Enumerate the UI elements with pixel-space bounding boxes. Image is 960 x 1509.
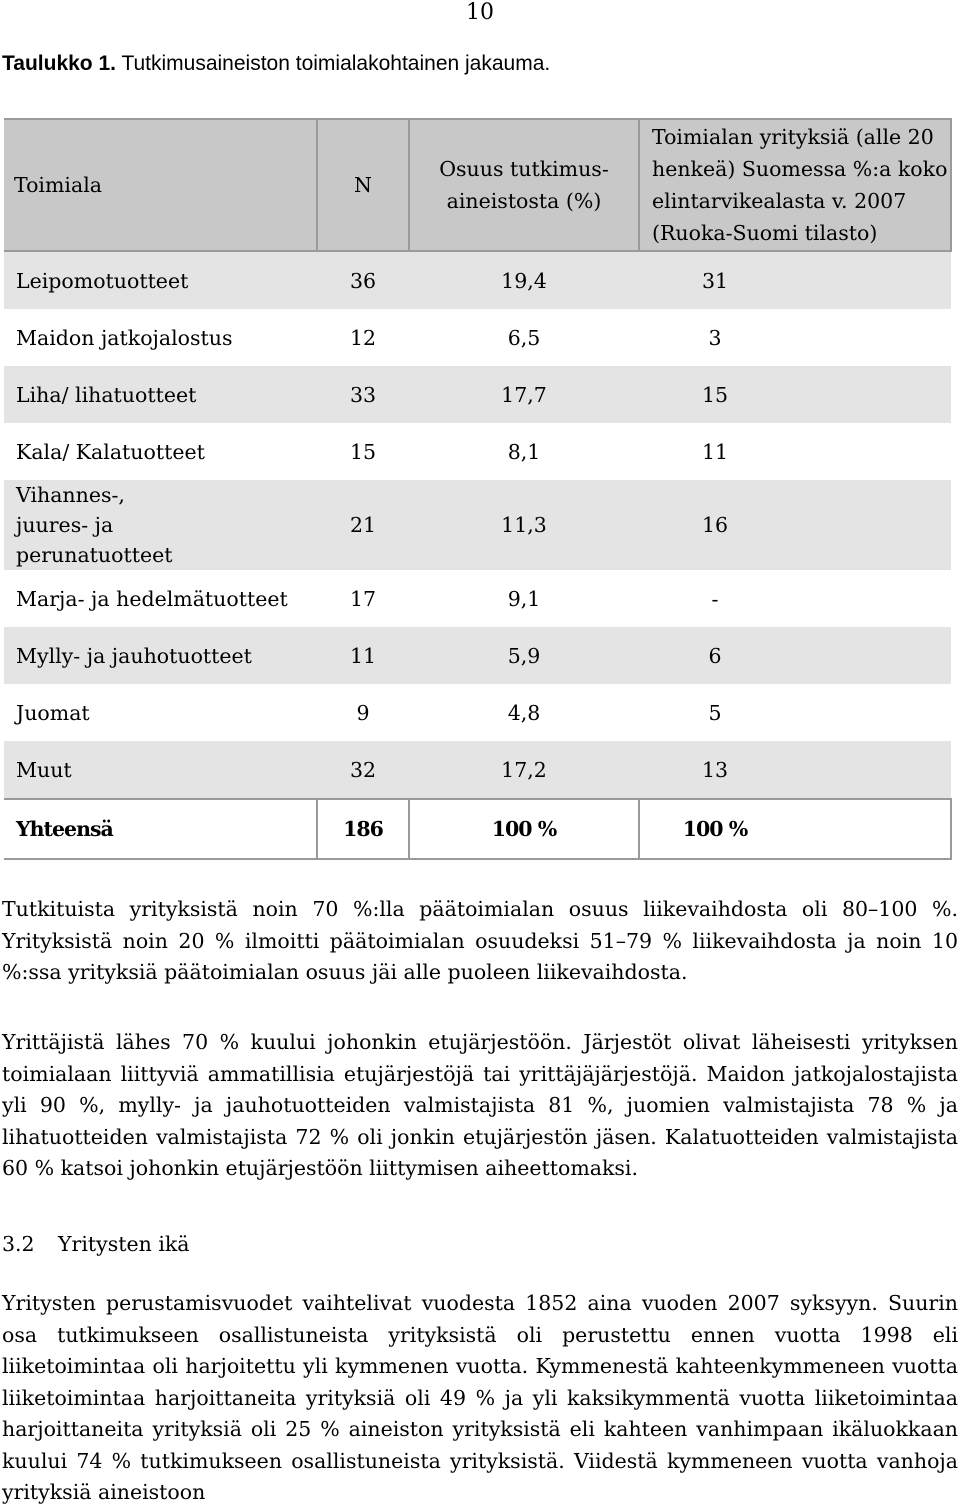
cell-suomi: 31 [639,251,951,309]
cell-n: 17 [317,570,409,627]
cell-toimiala: Muut [4,741,317,799]
caption-text: Tutkimusaineiston toimialakohtainen jakauma. [115,52,551,75]
table-row [4,423,951,480]
cell-osuus: 4,8 [409,684,639,741]
header-n: N [317,119,409,251]
section-title: Yritysten ikä [58,1232,190,1256]
industry-table [4,118,952,860]
table-row [4,366,951,423]
table-header-row [4,119,951,251]
table-row [4,480,951,570]
cell-n: 11 [317,627,409,684]
table-row [4,741,951,799]
cell-n: 15 [317,423,409,480]
page-number: 10 [466,0,494,25]
cell-osuus: 8,1 [409,423,639,480]
header-osuus: Osuus tutkimus-aineistosta (%) [409,119,639,251]
cell-osuus: 6,5 [409,309,639,366]
cell-osuus: 11,3 [409,480,639,570]
cell-toimiala: Yhteensä [4,799,317,859]
cell-osuus: 19,4 [409,251,639,309]
header-suomi: Toimialan yrityksiä (alle 20 henkeä) Suomessa %:a koko elintarvikealasta v. 2007 (Ruoka-Suomi tilasto) [639,119,951,251]
table-row [4,684,951,741]
caption-label: Taulukko 1. [2,52,116,75]
section-heading [2,1232,190,1256]
cell-suomi: 5 [639,684,951,741]
cell-suomi: 100 % [639,799,951,859]
table-caption [2,52,550,76]
paragraph: Tutkituista yrityksistä noin 70 %:lla päätoimialan osuus liikevaihdosta oli 80–100 %. Yrityksistä noin 20 % ilmoitti päätoimialan osuudeksi 51–79 % liikevaihdosta ja noin 10 %:ssa yrityksiä päätoimialan osuus jäi alle puoleen liikevaihdosta. [2,897,958,984]
cell-suomi: 3 [639,309,951,366]
header-toimiala: Toimiala [4,119,317,251]
cell-n: 9 [317,684,409,741]
cell-n: 21 [317,480,409,570]
cell-n: 33 [317,366,409,423]
table-row [4,570,951,627]
paragraph: Yrittäjistä lähes 70 % kuului johonkin etujärjestöön. Järjestöt olivat läheisesti yrityksen toimialaan liittyviä ammatillisia etujärjestöjä tai yrittäjäjärjestöjä. Maidon jatkojalostajista yli 90 %, mylly- ja jauhotuotteiden valmistajista 81 %, juomien valmistajista 78 % ja lihatuotteiden valmistajista 72 % oli jonkin etujärjestön jäsen. Kalatuotteiden valmistajista 60 % katsoi johonkin etujärjestöön liittymisen aiheettomaksi. [2,1030,958,1180]
section-number: 3.2 [2,1232,35,1256]
cell-n: 186 [317,799,409,859]
table-row [4,251,951,309]
cell-n: 36 [317,251,409,309]
cell-suomi: 6 [639,627,951,684]
table-row [4,627,951,684]
cell-toimiala: Leipomotuotteet [4,251,317,309]
cell-n: 32 [317,741,409,799]
cell-suomi: 15 [639,366,951,423]
cell-n: 12 [317,309,409,366]
paragraph: Yritysten perustamisvuodet vaihtelivat vuodesta 1852 aina vuoden 2007 syksyyn. Suurin osa tutkimukseen osallistuneista yrityksistä oli perustettu ennen vuotta 1998 eli liiketoimintaa oli harjoitettu yli kymmenen vuotta. Kymmenestä kahteenkymmeneen vuotta liiketoimintaa harjoittaneita yrityksiä oli 49 % ja yli kaksikymmentä vuotta liiketoimintaa harjoittaneita yrityksiä oli 25 % aineiston yrityksistä eli kahteen vanhimpaan ikäluokkaan kuului 74 % tutkimukseen osallistuneista yrityksistä. Viidestä kymmeneen vuotta vanhoja yrityksiä aineistoon [2,1291,958,1504]
cell-suomi: - [639,570,951,627]
cell-toimiala: Marja- ja hedelmätuotteet [4,570,317,627]
cell-suomi: 16 [639,480,951,570]
cell-suomi: 11 [639,423,951,480]
cell-toimiala: Maidon jatkojalostus [4,309,317,366]
cell-toimiala: Juomat [4,684,317,741]
cell-osuus: 17,2 [409,741,639,799]
cell-toimiala: Vihannes-, juures- ja perunatuotteet [4,480,317,570]
cell-osuus: 100 % [409,799,639,859]
cell-toimiala: Liha/ lihatuotteet [4,366,317,423]
cell-toimiala: Kala/ Kalatuotteet [4,423,317,480]
cell-osuus: 5,9 [409,627,639,684]
cell-osuus: 17,7 [409,366,639,423]
table-total-row [4,799,951,859]
cell-toimiala: Mylly- ja jauhotuotteet [4,627,317,684]
cell-suomi: 13 [639,741,951,799]
table-row [4,309,951,366]
cell-osuus: 9,1 [409,570,639,627]
